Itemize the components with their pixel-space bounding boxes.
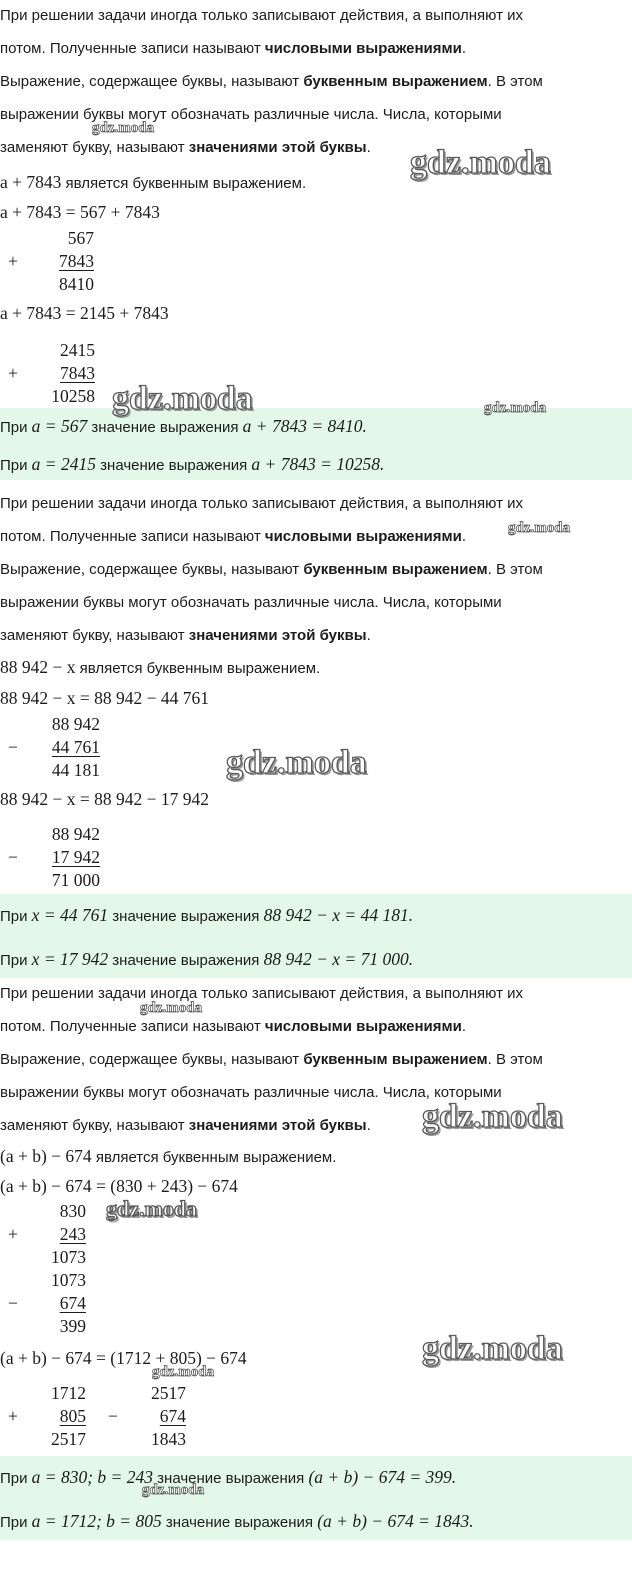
- watermark-logo: gdz.moda: [422, 1330, 563, 1367]
- intro-text: Выражение, содержащее буквы, называют буквенным выражением. В этом: [0, 73, 543, 90]
- answer-box: [0, 1456, 632, 1540]
- equation: a + 7843 = 2145 + 7843: [0, 303, 169, 323]
- column-calculation: − 2517 674 1843: [108, 1383, 186, 1449]
- intro-text: Выражение, содержащее буквы, называют буквенным выражением. В этом: [0, 1051, 543, 1068]
- intro-text: Выражение, содержащее буквы, называют буквенным выражением. В этом: [0, 561, 543, 578]
- watermark-logo: gdz.moda: [484, 400, 547, 416]
- watermark-logo: gdz.moda: [152, 1364, 215, 1380]
- intro-text: выражении буквы могут обозначать различные числа. Числа, которыми: [0, 594, 502, 611]
- watermark-logo: gdz.moda: [142, 1482, 205, 1498]
- answer-line: При x = 44 761 значение выражения 88 942 − x = 44 181.: [0, 905, 414, 925]
- watermark-logo: gdz.moda: [508, 520, 571, 536]
- answer-line: При a = 1712; b = 805 значение выражения (a + b) − 674 = 1843.: [0, 1511, 474, 1531]
- answer-box: [0, 408, 632, 480]
- answer-line: При a = 2415 значение выражения a + 7843 = 10258.: [0, 454, 385, 474]
- answer-line: При x = 17 942 значение выражения 88 942 − x = 71 000.: [0, 949, 414, 969]
- intro-text: При решении задачи иногда только записывают действия, а выполняют их: [0, 495, 524, 512]
- equation: (a + b) − 674 = (1712 + 805) − 674: [0, 1348, 247, 1368]
- equation: (a + b) − 674 = (830 + 243) − 674: [0, 1176, 238, 1196]
- intro-text: заменяют букву, называют значениями этой буквы.: [0, 139, 371, 156]
- column-calculation: − 1073 674 399: [8, 1270, 86, 1336]
- intro-text: заменяют букву, называют значениями этой буквы.: [0, 627, 371, 644]
- expression-statement: (a + b) − 674 является буквенным выражением.: [0, 1146, 337, 1166]
- column-calculation: + 2415 7843 10258: [8, 340, 95, 406]
- intro-text: потом. Полученные записи называют числовыми выражениями.: [0, 40, 466, 57]
- watermark-logo: gdz.moda: [422, 1098, 563, 1135]
- column-calculation: + 567 7843 8410: [8, 228, 94, 294]
- column-calculation: + 1712 805 2517: [8, 1383, 86, 1449]
- watermark-logo: gdz.moda: [92, 120, 155, 136]
- equation: a + 7843 = 567 + 7843: [0, 202, 160, 222]
- intro-text: выражении буквы могут обозначать различные числа. Числа, которыми: [0, 1084, 502, 1101]
- column-calculation: + 830 243 1073: [8, 1201, 86, 1267]
- intro-text: потом. Полученные записи называют числовыми выражениями.: [0, 1018, 466, 1035]
- column-calculation: − 88 942 17 942 71 000: [8, 824, 100, 890]
- watermark-logo: gdz.moda: [410, 144, 551, 181]
- intro-text: При решении задачи иногда только записывают действия, а выполняют их: [0, 985, 524, 1002]
- watermark-logo: gdz.moda: [226, 744, 367, 781]
- answer-line: При a = 567 значение выражения a + 7843 = 8410.: [0, 416, 367, 436]
- intro-text: потом. Полученные записи называют числовыми выражениями.: [0, 528, 466, 545]
- watermark-logo: gdz.moda: [140, 1000, 203, 1016]
- intro-text: При решении задачи иногда только записывают действия, а выполняют их: [0, 7, 524, 24]
- answer-box: [0, 894, 632, 978]
- expression-statement: 88 942 − x является буквенным выражением.: [0, 657, 321, 677]
- watermark-logo: gdz.moda: [112, 380, 253, 417]
- watermark-logo: gdz.moda: [106, 1196, 198, 1221]
- expression-statement: a + 7843 является буквенным выражением.: [0, 172, 307, 192]
- equation: 88 942 − x = 88 942 − 17 942: [0, 789, 209, 809]
- intro-text: заменяют букву, называют значениями этой буквы.: [0, 1117, 371, 1134]
- answer-line: При a = 830; b = 243 значение выражения (a + b) − 674 = 399.: [0, 1467, 457, 1487]
- equation: 88 942 − x = 88 942 − 44 761: [0, 688, 209, 708]
- column-calculation: − 88 942 44 761 44 181: [8, 714, 100, 780]
- intro-text: выражении буквы могут обозначать различные числа. Числа, которыми: [0, 106, 502, 123]
